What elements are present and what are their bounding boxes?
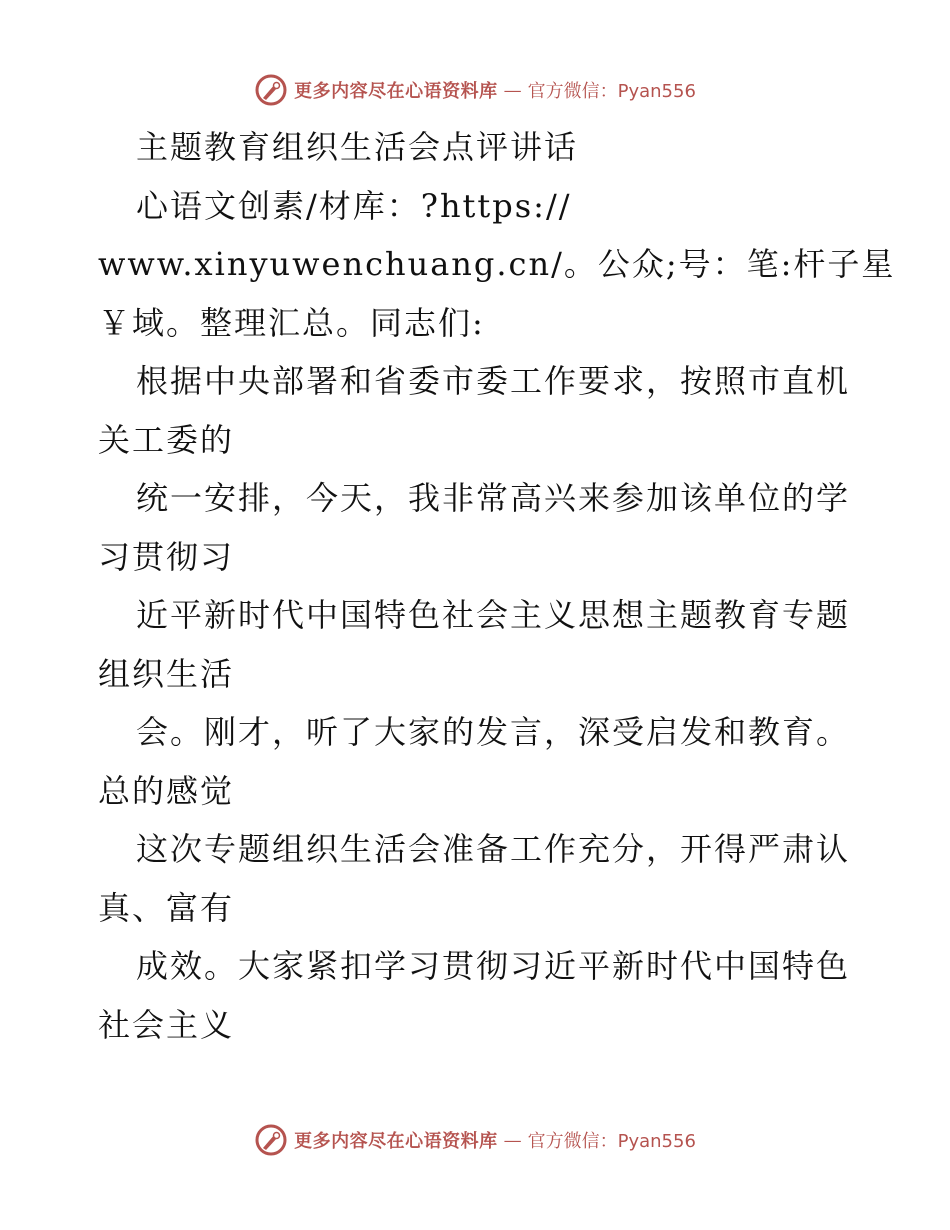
text-line: 关工委的 <box>98 420 235 459</box>
text-line: 这次专题组织生活会准备工作充分，开得严肃认 <box>136 830 851 868</box>
text-line: 统一安排，今天，我非常高兴来参加该单位的学 <box>136 479 851 517</box>
text-line: 近平新时代中国特色社会主义思想主题教育专题 <box>136 596 851 634</box>
text-line: 真、富有 <box>98 888 235 927</box>
banner-wechat-text: 官方微信：Pyan556 <box>527 1131 696 1152</box>
banner-main-text: 更多内容尽在心语资料库 <box>294 1131 498 1152</box>
banner-wechat-text: 官方微信：Pyan556 <box>527 81 696 102</box>
banner-main-text: 更多内容尽在心语资料库 <box>294 81 498 102</box>
text-line: 根据中央部署和省委市委工作要求，按照市直机 <box>136 362 851 400</box>
footer-banner <box>0 1120 950 1160</box>
text-line: 成效。大家紧扣学习贯彻习近平新时代中国特色 <box>136 947 851 985</box>
text-line: 社会主义 <box>98 1005 235 1044</box>
pen-circle-logo-icon <box>254 1123 288 1157</box>
text-line: www.xinyuwenchuang.cn/。公众;号：笔:杆子星 <box>98 245 896 283</box>
document-body <box>98 118 896 1054</box>
header-banner <box>0 70 950 110</box>
text-line: 会。刚才，听了大家的发言，深受启发和教育。 <box>136 713 851 751</box>
text-line: 心语文创素/材库：?https:// <box>136 186 572 225</box>
banner-dash: — <box>503 79 522 101</box>
banner-dash: — <box>503 1129 522 1151</box>
text-line: ￥域。整理汇总。同志们: <box>98 303 485 342</box>
pen-circle-logo-icon <box>254 73 288 107</box>
text-line: 总的感觉 <box>98 771 235 810</box>
text-line: 组织生活 <box>98 654 235 693</box>
text-line: 习贯彻习 <box>98 537 235 576</box>
document-title: 主题教育组织生活会点评讲话 <box>136 128 579 166</box>
